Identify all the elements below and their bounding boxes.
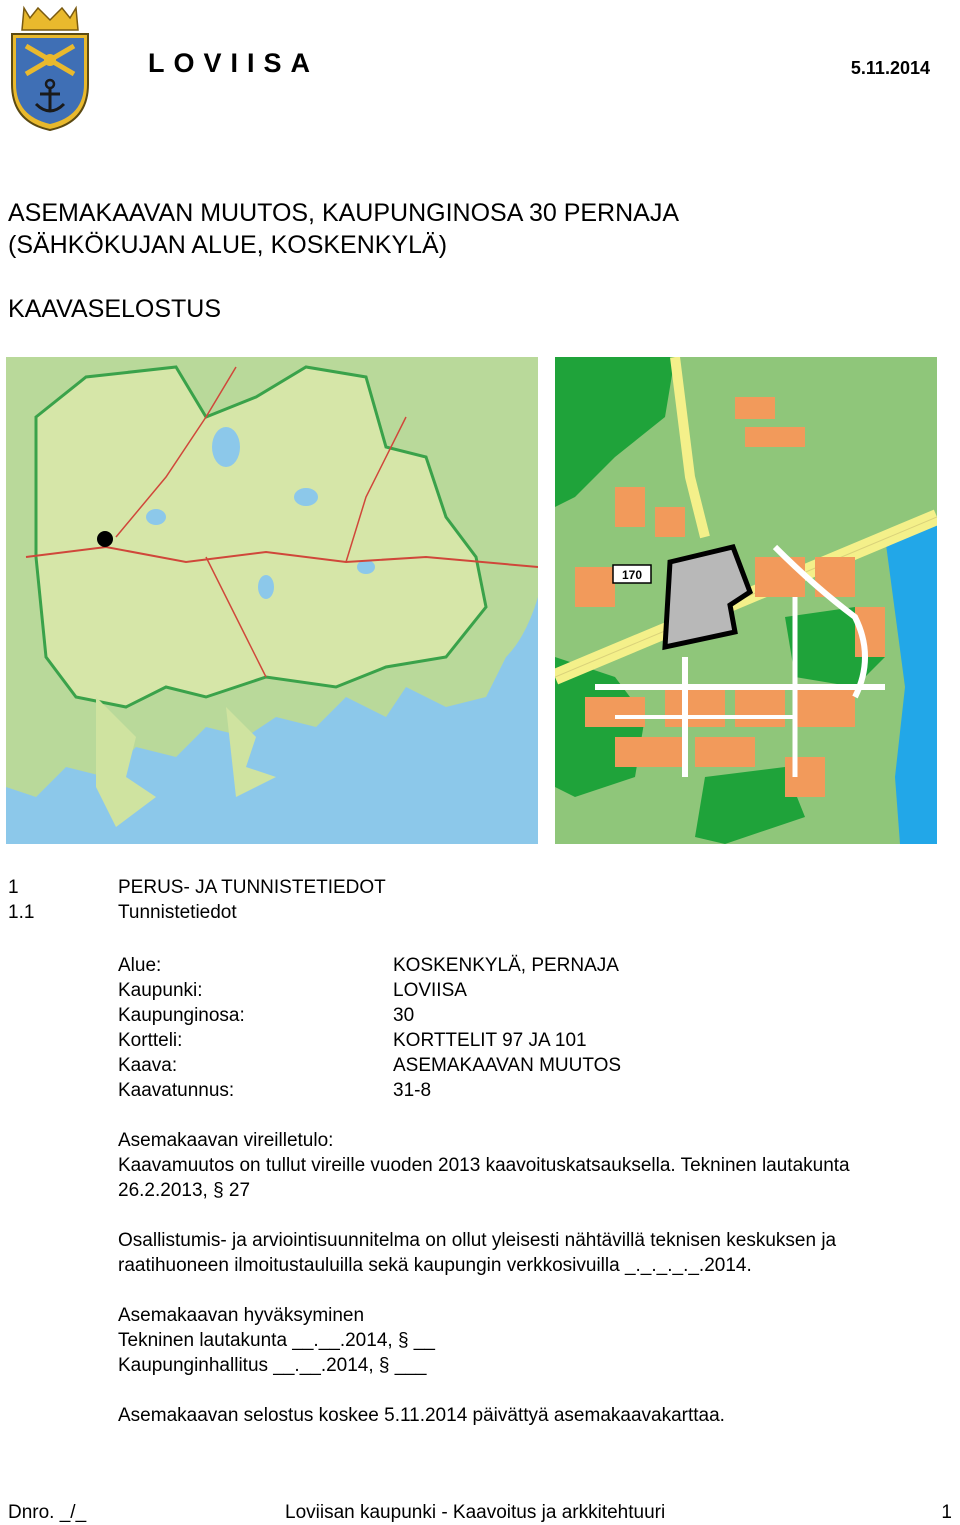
section-number-1: 1 (8, 877, 19, 898)
title-line-1: ASEMAKAAVAN MUUTOS, KAUPUNGINOSA 30 PERNAJA (8, 199, 680, 227)
initiation-text-line-1: Kaavamuutos on tullut vireille vuoden 2013 kaavoituskatsauksella. Tekninen lautakunta (118, 1155, 850, 1176)
section-number-1-1: 1.1 (8, 902, 35, 923)
approval-heading: Asemakaavan hyväksyminen (118, 1305, 365, 1326)
id-value-plan: ASEMAKAAVAN MUUTOS (393, 1055, 622, 1076)
approval-technical-board: Tekninen lautakunta __.__.2014, § __ (118, 1330, 435, 1351)
section-title-1: PERUS- JA TUNNISTETIEDOT (118, 877, 386, 898)
document-date: 5.11.2014 (850, 58, 930, 78)
id-value-district: 30 (393, 1005, 415, 1026)
id-value-area: KOSKENKYLÄ, PERNAJA (393, 955, 619, 976)
id-label-plan-code: Kaavatunnus: (118, 1080, 235, 1101)
road-number-label: 170 (621, 568, 643, 582)
id-label-city: Kaupunki: (118, 980, 203, 1001)
id-label-block: Kortteli: (118, 1030, 183, 1051)
section-title-1-1: Tunnistetiedot (118, 902, 237, 923)
coat-of-arms-icon (8, 4, 92, 132)
footer-dnro: Dnro. _/_ (8, 1502, 87, 1523)
title-line-2: (SÄHKÖKUJAN ALUE, KOSKENKYLÄ) (8, 231, 448, 259)
id-value-city: LOVIISA (393, 980, 467, 1001)
regional-map (6, 357, 538, 844)
footer-department: Loviisan kaupunki - Kaavoitus ja arkkitehtuuri (285, 1502, 666, 1523)
document-type: KAAVASELOSTUS (8, 295, 222, 323)
initiation-text-line-2: 26.2.2013, § 27 (118, 1180, 251, 1201)
approval-city-board: Kaupunginhallitus __.__.2014, § ___ (118, 1355, 427, 1376)
footer-page-number: 1 (941, 1502, 952, 1523)
id-value-block: KORTTELIT 97 JA 101 (393, 1030, 587, 1051)
participation-text-line-1: Osallistumis- ja arviointisuunnitelma on ollut yleisesti nähtävillä teknisen keskuksen ja (118, 1230, 837, 1251)
detail-map (555, 357, 937, 844)
id-label-area: Alue: (118, 955, 162, 976)
participation-text-line-2: raatihuoneen ilmoitustauluilla sekä kaupungin verkkosivuilla _._._._._.2014. (118, 1255, 752, 1276)
id-label-plan: Kaava: (118, 1055, 178, 1076)
id-value-plan-code: 31-8 (393, 1080, 432, 1101)
id-label-district: Kaupunginosa: (118, 1005, 245, 1026)
concerns-text: Asemakaavan selostus koskee 5.11.2014 päivättyä asemakaavakarttaa. (118, 1405, 725, 1426)
city-name: LOVIISA (148, 48, 320, 78)
initiation-heading: Asemakaavan vireilletulo: (118, 1130, 334, 1151)
